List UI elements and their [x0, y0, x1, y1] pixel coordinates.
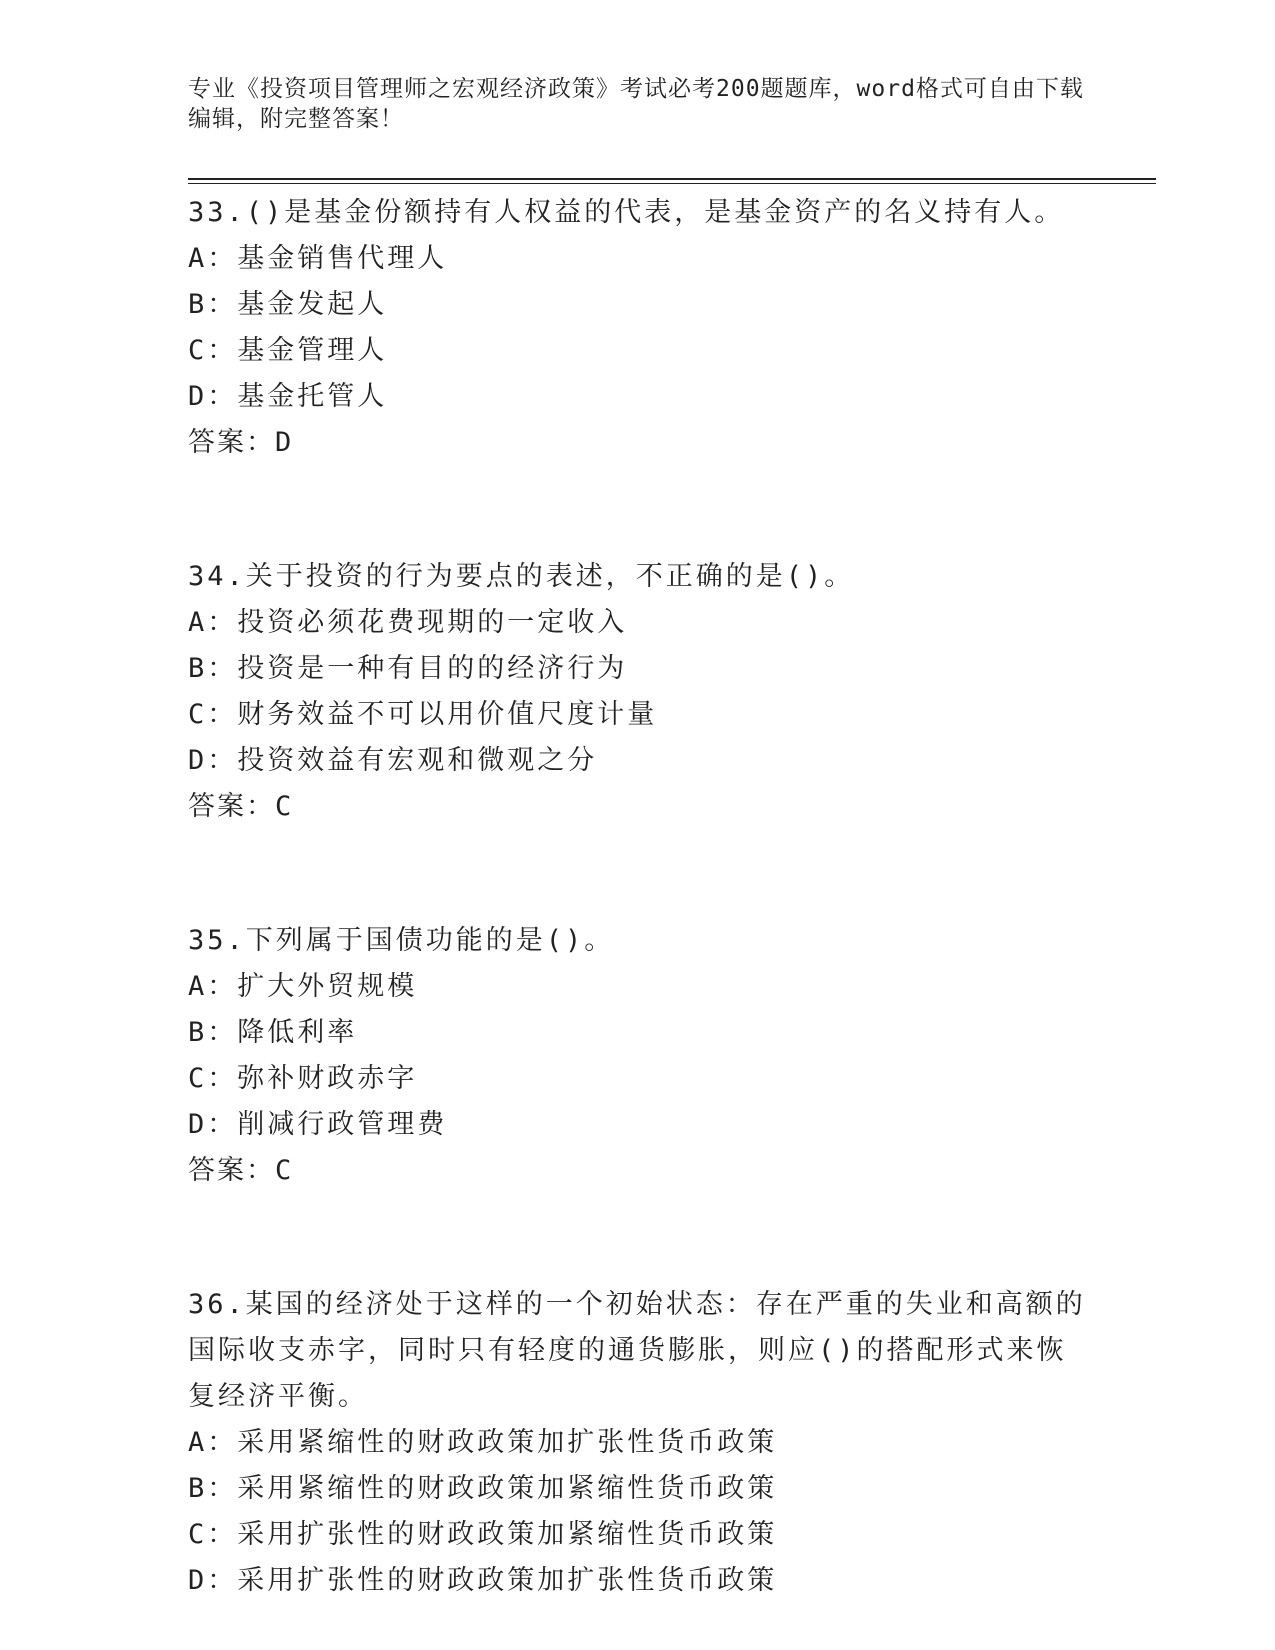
option-b: B：降低利率 [188, 1017, 358, 1048]
question-spacer [188, 830, 1088, 918]
question-spacer [188, 466, 1088, 554]
question-stem: 33.()是基金份额持有人权益的代表，是基金资产的名义持有人。 [188, 197, 1065, 228]
option-b: B：基金发起人 [188, 289, 388, 320]
option-d: D：削减行政管理费 [188, 1109, 448, 1140]
question-list [188, 190, 1088, 1604]
answer-line: 答案：D [188, 427, 294, 458]
answer-line: 答案：C [188, 1155, 294, 1186]
option-d: D：投资效益有宏观和微观之分 [188, 745, 598, 776]
option-c: C：财务效益不可以用价值尺度计量 [188, 699, 658, 730]
question-stem: 35.下列属于国债功能的是()。 [188, 925, 615, 956]
header-divider [188, 178, 1156, 184]
option-a: A：基金销售代理人 [188, 243, 448, 274]
option-d: D：基金托管人 [188, 381, 388, 412]
option-c: C：基金管理人 [188, 335, 388, 366]
question-36 [188, 1282, 1088, 1604]
option-d: D：采用扩张性的财政政策加扩张性货币政策 [188, 1565, 778, 1596]
option-a: A：采用紧缩性的财政政策加扩张性货币政策 [188, 1427, 778, 1458]
document-header: 专业《投资项目管理师之宏观经济政策》考试必考200题题库，word格式可自由下载编辑，附完整答案！ [188, 76, 1084, 132]
option-b: B：采用紧缩性的财政政策加紧缩性货币政策 [188, 1473, 778, 1504]
answer-line: 答案：C [188, 791, 294, 822]
question-35 [188, 918, 1088, 1194]
question-34 [188, 554, 1088, 830]
option-a: A：投资必须花费现期的一定收入 [188, 607, 628, 638]
option-a: A：扩大外贸规模 [188, 971, 418, 1002]
question-spacer [188, 1194, 1088, 1282]
option-c: C：采用扩张性的财政政策加紧缩性货币政策 [188, 1519, 778, 1550]
option-c: C：弥补财政赤字 [188, 1063, 418, 1094]
question-33 [188, 190, 1088, 466]
question-stem: 36.某国的经济处于这样的一个初始状态：存在严重的失业和高额的国际收支赤字，同时只有轻度的通货膨胀，则应()的搭配形式来恢复经济平衡。 [188, 1289, 1086, 1412]
question-stem: 34.关于投资的行为要点的表述，不正确的是()。 [188, 561, 855, 592]
option-b: B：投资是一种有目的的经济行为 [188, 653, 628, 684]
